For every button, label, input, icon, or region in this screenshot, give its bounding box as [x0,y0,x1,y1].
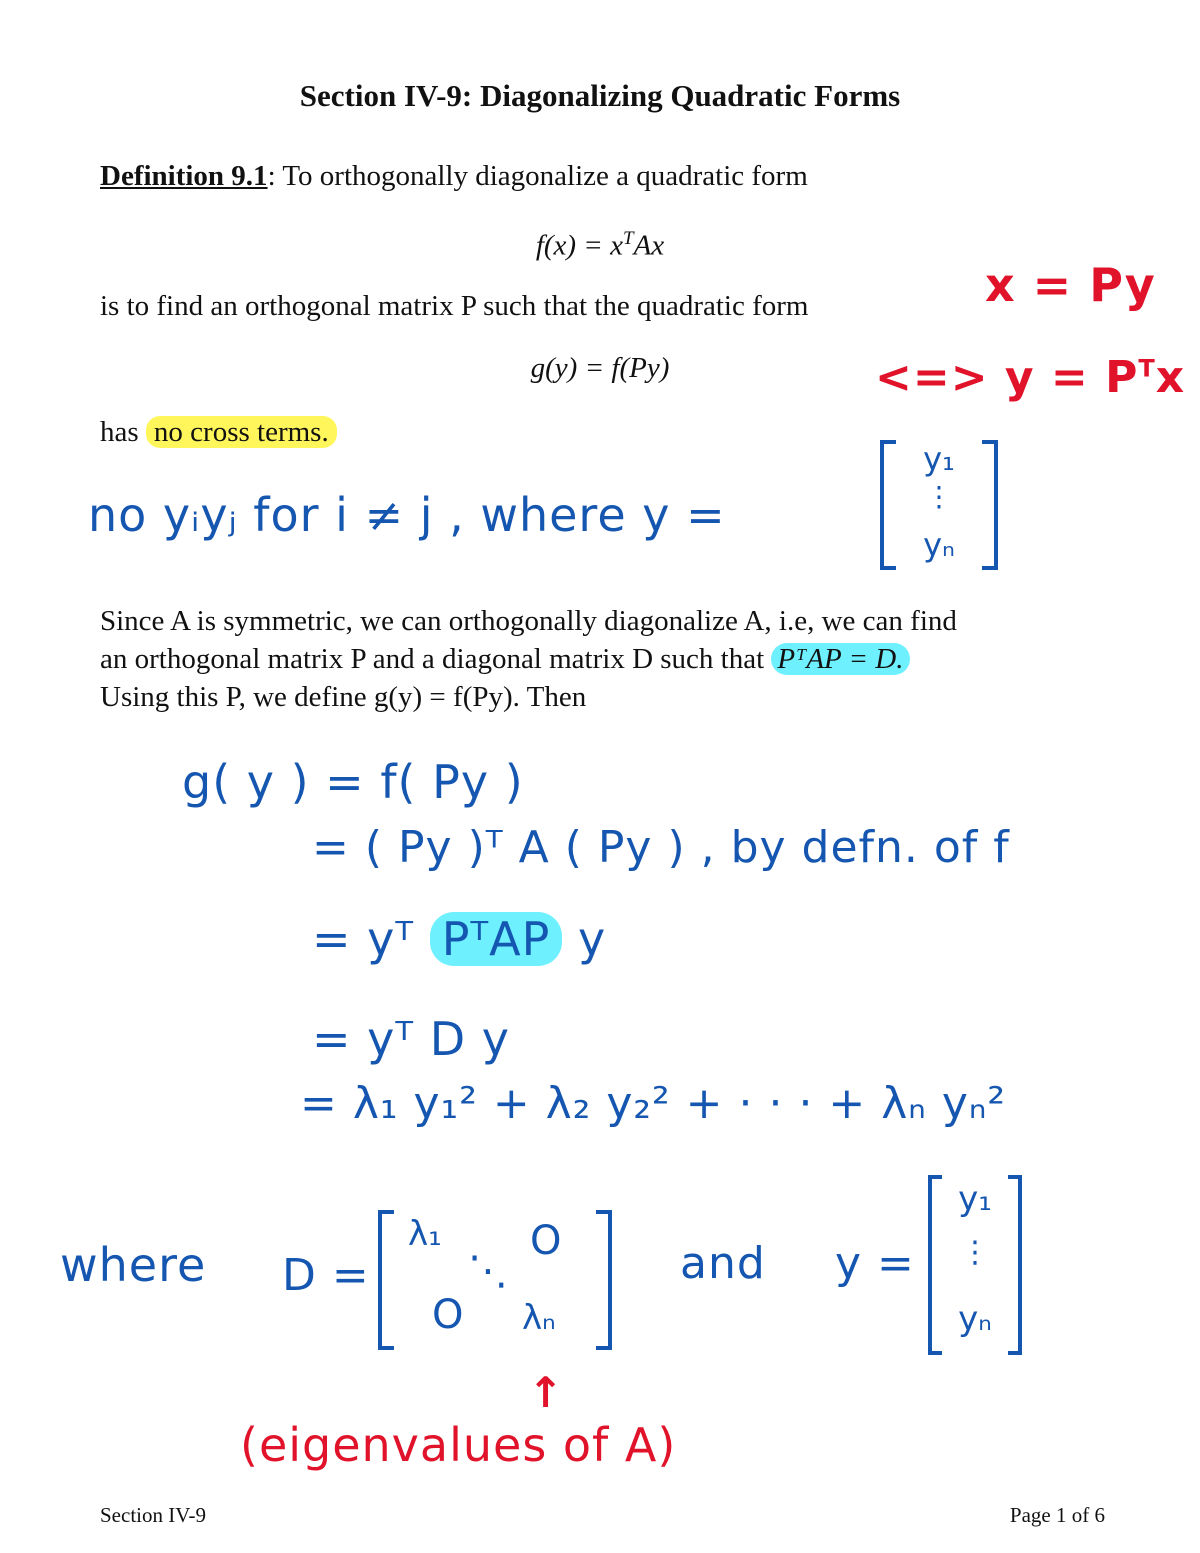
annotation-equivalence-tail: x [1155,352,1186,403]
equation-f-main: f(x) = x [535,229,623,262]
matrix-d [378,1210,612,1350]
highlight-ptap: PᵀAP = D. [771,643,909,675]
annotation-eigenvalues: (eigenvalues of A) [240,1418,677,1472]
equation-f-tail: Ax [633,229,665,262]
matrix-d-top-right: O [530,1218,562,1264]
derivation-line1: g( y ) = f( Py ) [182,755,524,809]
equation-g: g(y) = f(Py) [530,352,670,384]
note-no-yiyj: no yᵢyⱼ for i ≠ j , where y = [88,488,726,542]
annotation-x-eq-py: x = Py [985,258,1156,312]
d-equals: D = [282,1250,370,1301]
vector-bracket-top [880,440,998,570]
definition-line2: is to find an orthogonal matrix P such that the quadratic form [100,290,809,322]
highlight-no-cross-terms: no cross terms. [146,416,337,448]
derivation-line5: = λ₁ y₁² + λ₂ y₂² + · · · + λₙ yₙ² [300,1078,1007,1129]
vector-y [928,1175,1022,1355]
annotation-equivalence-main: <=> y = P [875,352,1139,403]
vector-bottom-entry: yₙ [923,526,955,564]
has-word: has [100,416,139,448]
matrix-d-top-left: λ₁ [408,1214,442,1254]
paragraph-line3: Using this P, we define g(y) = f(Py). Then [100,681,587,713]
vector-mid-entry: ⋮ [925,480,953,513]
cross-terms-line [100,416,337,449]
paragraph-line2 [100,643,910,676]
y-equals: y = [835,1238,915,1289]
annotation-equivalence-sup: T [1138,354,1156,383]
and-word: and [680,1238,766,1289]
vector-top-entry: y₁ [923,440,955,478]
arrow-up-icon: ↑ [528,1368,564,1417]
derivation-line2: = ( Py )ᵀ A ( Py ) , by defn. of f [312,822,1010,873]
derivation-line3-a: = yᵀ [312,912,415,966]
definition-intro-text: : To orthogonally diagonalize a quadratic form [267,160,808,192]
vector-y-mid: ⋮ [960,1235,990,1270]
where-word: where [60,1238,207,1292]
matrix-d-bottom-left: O [432,1292,464,1338]
derivation-line3 [312,912,606,966]
equation-f-sup: T [623,228,634,249]
matrix-d-diagonal-dots: ⋱ [468,1248,508,1294]
matrix-d-bottom-right: λₙ [522,1298,556,1338]
annotation-equivalence [875,352,1185,403]
paragraph-line1: Since A is symmetric, we can orthogonally diagonalize A, i.e, we can find [100,605,957,637]
derivation-line4: = yᵀ D y [312,1012,510,1066]
derivation-line3-c: y [578,912,607,966]
footer-page-number: Page 1 of 6 [1009,1503,1105,1527]
vector-y-top: y₁ [958,1179,992,1219]
page-title: Section IV-9: Diagonalizing Quadratic Forms [299,78,901,113]
footer-section: Section IV-9 [100,1503,206,1527]
highlight-ptap-handwritten: PᵀAP [430,912,563,966]
definition-label: Definition 9.1 [100,160,268,192]
paragraph-line2-text: an orthogonal matrix P and a diagonal matrix D such that [100,643,765,675]
vector-y-bottom: yₙ [958,1299,992,1339]
definition-intro [100,160,808,193]
